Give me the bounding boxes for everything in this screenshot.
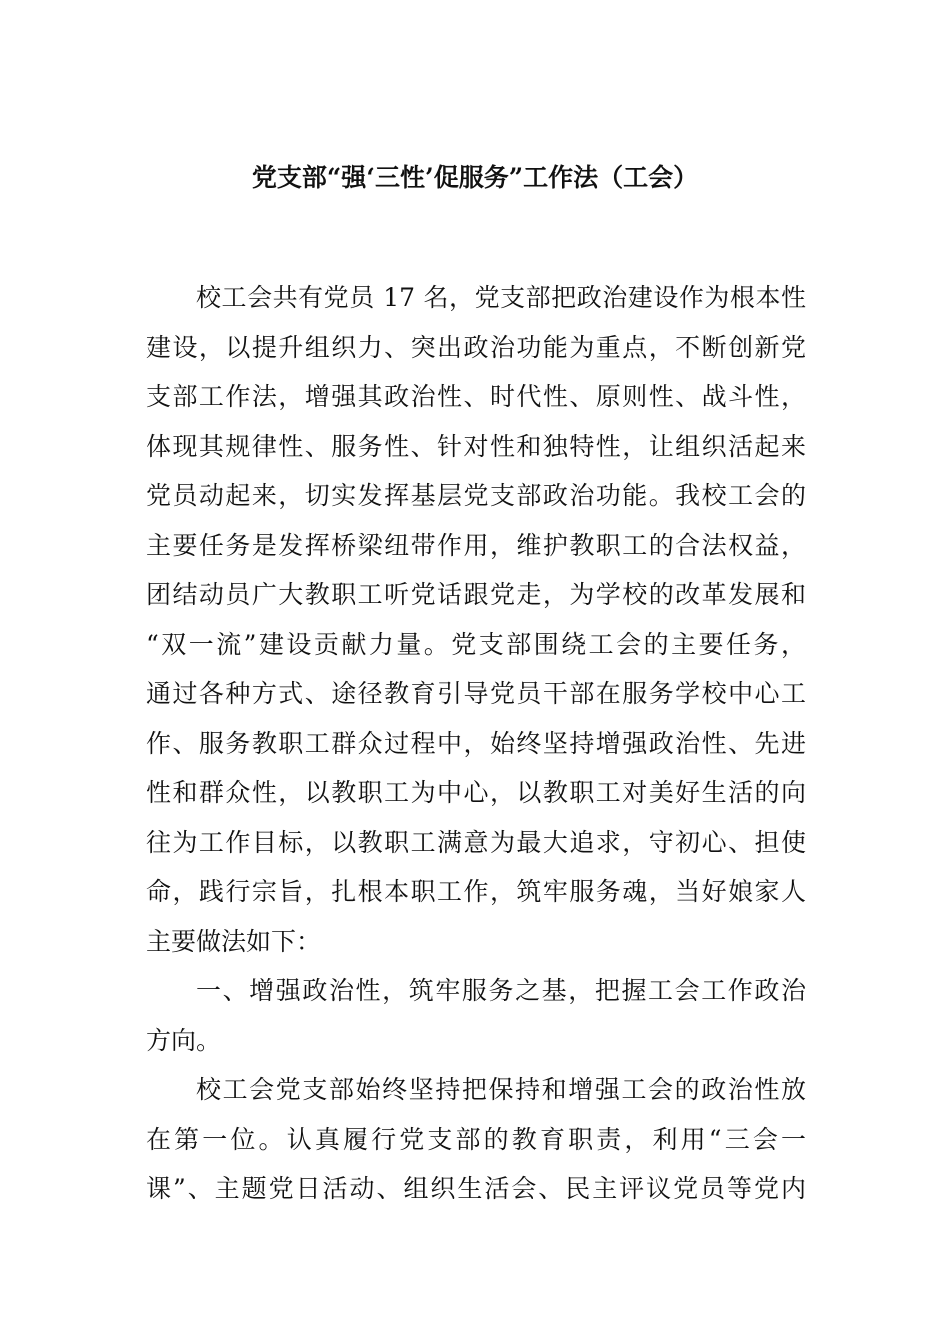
paragraph-line: 命，践行宗旨，扎根本职工作，筑牢服务魂，当好娘家人 [146, 877, 806, 906]
paragraph-line: 性和群众性，以教职工为中心，以教职工对美好生活的向 [146, 778, 806, 807]
document-body [146, 273, 806, 1214]
paragraph-line: 在第一位。认真履行党支部的教育职责，利用“三会一 [146, 1124, 806, 1154]
paragraph-line: 校工会共有党员 17 名，党支部把政治建设作为根本性 [196, 283, 806, 312]
paragraph-line: 团结动员广大教职工听党话跟党走，为学校的改革发展和 [146, 580, 806, 609]
paragraph-line: 课”、主题党日活动、组织生活会、民主评议党员等党内 [146, 1174, 806, 1203]
paragraph-line: 党员动起来，切实发挥基层党支部政治功能。我校工会的 [146, 481, 806, 510]
paragraph-line: 通过各种方式、途径教育引导党员干部在服务学校中心工 [146, 679, 806, 708]
paragraph-line: 建设，以提升组织力、突出政治功能为重点，不断创新党 [146, 332, 806, 362]
paragraph-line: 校工会党支部始终坚持把保持和增强工会的政治性放 [196, 1075, 806, 1104]
paragraph-line: 体现其规律性、服务性、针对性和独特性，让组织活起来 [146, 431, 806, 461]
section-heading-line: 一、增强政治性，筑牢服务之基，把握工会工作政治 [196, 976, 806, 1005]
paragraph-line: 往为工作目标，以教职工满意为最大追求，守初心、担使 [146, 827, 806, 857]
paragraph-line: “双一流”建设贡献力量。党支部围绕工会的主要任务， [146, 629, 806, 659]
document-title: 党支部“强‘三性’促服务”工作法（工会） [251, 163, 699, 192]
paragraph-line: 作、服务教职工群众过程中，始终坚持增强政治性、先进 [146, 728, 806, 758]
section-heading-line: 方向。 [146, 1025, 222, 1055]
paragraph-line: 主要任务是发挥桥梁纽带作用，维护教职工的合法权益， [146, 530, 806, 560]
paragraph-line: 主要做法如下： [146, 926, 322, 956]
paragraph-line: 支部工作法，增强其政治性、时代性、原则性、战斗性， [146, 382, 806, 411]
